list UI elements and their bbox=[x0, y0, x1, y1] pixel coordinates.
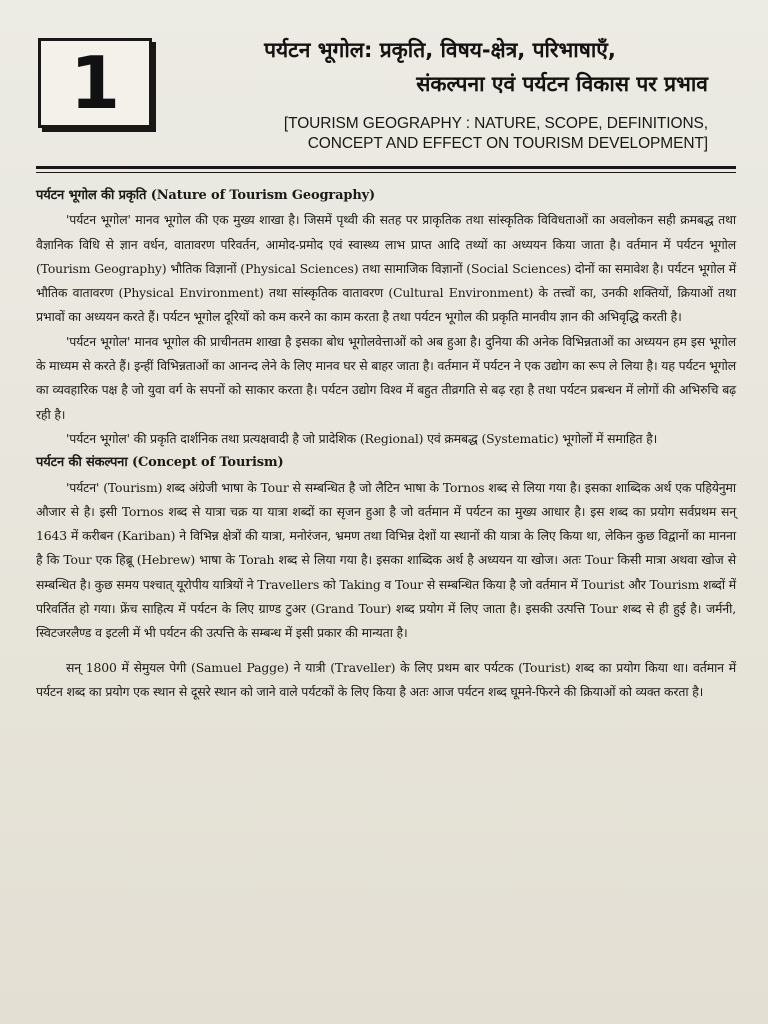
section-heading-nature: पर्यटन भूगोल की प्रकृति (Nature of Tourism Geography) bbox=[36, 188, 376, 203]
chapter-title-english-line1: [TOURISM GEOGRAPHY : NATURE, SCOPE, DEFINITIONS, bbox=[283, 115, 708, 132]
chapter-number: 1 bbox=[69, 41, 121, 125]
paragraph: 'पर्यटन भूगोल' मानव भूगोल की एक मुख्य शाखा है। जिसमें पृथ्वी की सतह पर प्राकृतिक तथा सांस्कृतिक विविधताओं का अवलोकन सही क्रमबद्ध तथा वैज्ञानिक विधि से ज्ञान वर्धन, वातावरण परिवर्तन, आमोद-प्रमोद एवं स्वास्थ्य लाभ प्राप्त आदि तथ्यों का अध्ययन किया जाता है। वर्तमान में पर्यटन भूगोल (Tourism Geography) भौतिक विज्ञानों (Physical Sciences) तथा सामाजिक विज्ञानों (Social Sciences) दोनों का समावेश है। पर्यटन भूगोल में भौतिक वातावरण (Physical Environment) तथा सांस्कृतिक वातावरण (Cultural Environment) के तत्त्वों का, उनकी शक्तियों, क्रियाओं तथा प्रभावों का अध्ययन करते हैं। पर्यटन भूगोल दूरियों को कम करने का काम करता है तथा पर्यटन भूगोल की प्रकृति मानवीय ज्ञान की अभिवृद्धि करती है। bbox=[36, 212, 736, 325]
paragraph: 'पर्यटन' (Tourism) शब्द अंग्रेजी भाषा के Tour से सम्बन्धित है जो लैटिन भाषा के Tornos शब्द से लिया गया है। इसका शाब्दिक अर्थ एक पहियेनुमा औजार से है। इसी Tornos शब्द से यात्रा चक्र या यात्रा शब्दों का सृजन हुआ है जो वर्तमान में पर्यटन का मुख्य आधार है। इस शब्द का प्रयोग सर्वप्रथम सन् 1643 में करीबन (Kariban) ने विभिन्न क्षेत्रों की यात्रा, मनोरंजन, भ्रमण तथा विभिन्न देशों या स्थानों की यात्रा के लिए किया था, लेकिन कुछ विद्वानों का मानना है कि Tour एक हिब्रू (Hebrew) भाषा के Torah शब्द से लिया गया है। इसका शाब्दिक अर्थ है अध्ययन या खोज। अतः Tour किसी मात्रा अथवा खोज से सम्बन्धित है। कुछ समय पश्चात् यूरोपीय यात्रियों ने Travellers को Taking व Tour से सम्बन्धित किया है जो वर्तमान में Tourist और Tourism शब्दों में परिवर्तित हो गया। फ्रेंच साहित्य में पर्यटन के लिए ग्राण्ड टुअर (Grand Tour) शब्द प्रयोग में लिए जाता है। इसकी उत्पत्ति Tour शब्द से ही हुई है। जर्मनी, स्विटजरलैण्ड व इटली में भी पर्यटन की उत्पत्ति के सम्बन्ध में इसी प्रकार की मान्यता है। bbox=[36, 479, 736, 641]
header-rule-thin bbox=[36, 172, 736, 173]
paragraph: 'पर्यटन भूगोल' मानव भूगोल की प्राचीनतम शाखा है इसका बोध भूगोलवेत्ताओं को अब हुआ है। दुनिया की अनेक विभिन्नताओं का अध्ययन हम इस भूगोल के माध्यम से करते हैं। इन्हीं विभिन्नताओं का आनन्द लेने के लिए मानव घर से बाहर जाता है। वर्तमान में पर्यटन ने एक उद्योग का रूप ले लिया है। यह पर्यटन भूगोल का व्यवहारिक पक्ष है जो युवा वर्ग के सपनों को साकार करता है। पर्यटन उद्योग विश्व में बहुत तीव्रगति से बढ़ रहा है तथा पर्यटन प्रबन्धन में लोगों की अभिरुचि बढ़ रही है। bbox=[36, 333, 736, 422]
chapter-number-box bbox=[38, 38, 152, 128]
chapter-title-english-line2: CONCEPT AND EFFECT ON TOURISM DEVELOPMENT] bbox=[307, 135, 708, 152]
chapter-title-hindi-line1: पर्यटन भूगोल: प्रकृति, विषय-क्षेत्र, परिभाषाएँ, bbox=[264, 38, 616, 62]
paragraph: 'पर्यटन भूगोल' की प्रकृति दार्शनिक तथा प्रत्यक्षवादी है जो प्रादेशिक (Regional) एवं क्रमबद्ध (Systematic) भूगोलों में समाहित है। bbox=[66, 430, 658, 446]
section-heading-concept: पर्यटन की संकल्पना (Concept of Tourism) bbox=[36, 455, 284, 471]
header-rule-thick bbox=[36, 166, 736, 169]
paragraph-gap bbox=[36, 646, 736, 656]
chapter-title-hindi-line2: संकल्पना एवं पर्यटन विकास पर प्रभाव bbox=[416, 72, 708, 96]
paragraph: सन् 1800 में सेमुयल पेगी (Samuel Pagge) ने यात्री (Traveller) के लिए प्रथम बार पर्यटक (Tourist) शब्द का प्रयोग किया था। वर्तमान में पर्यटन शब्द का प्रयोग एक स्थान से दूसरे स्थान को जाने वाले पर्यटकों के लिए किया है अतः आज पर्यटन शब्द घूमने-फिरने की क्रियाओं को व्यक्त करता है। bbox=[36, 659, 736, 699]
chapter-body bbox=[36, 184, 736, 704]
